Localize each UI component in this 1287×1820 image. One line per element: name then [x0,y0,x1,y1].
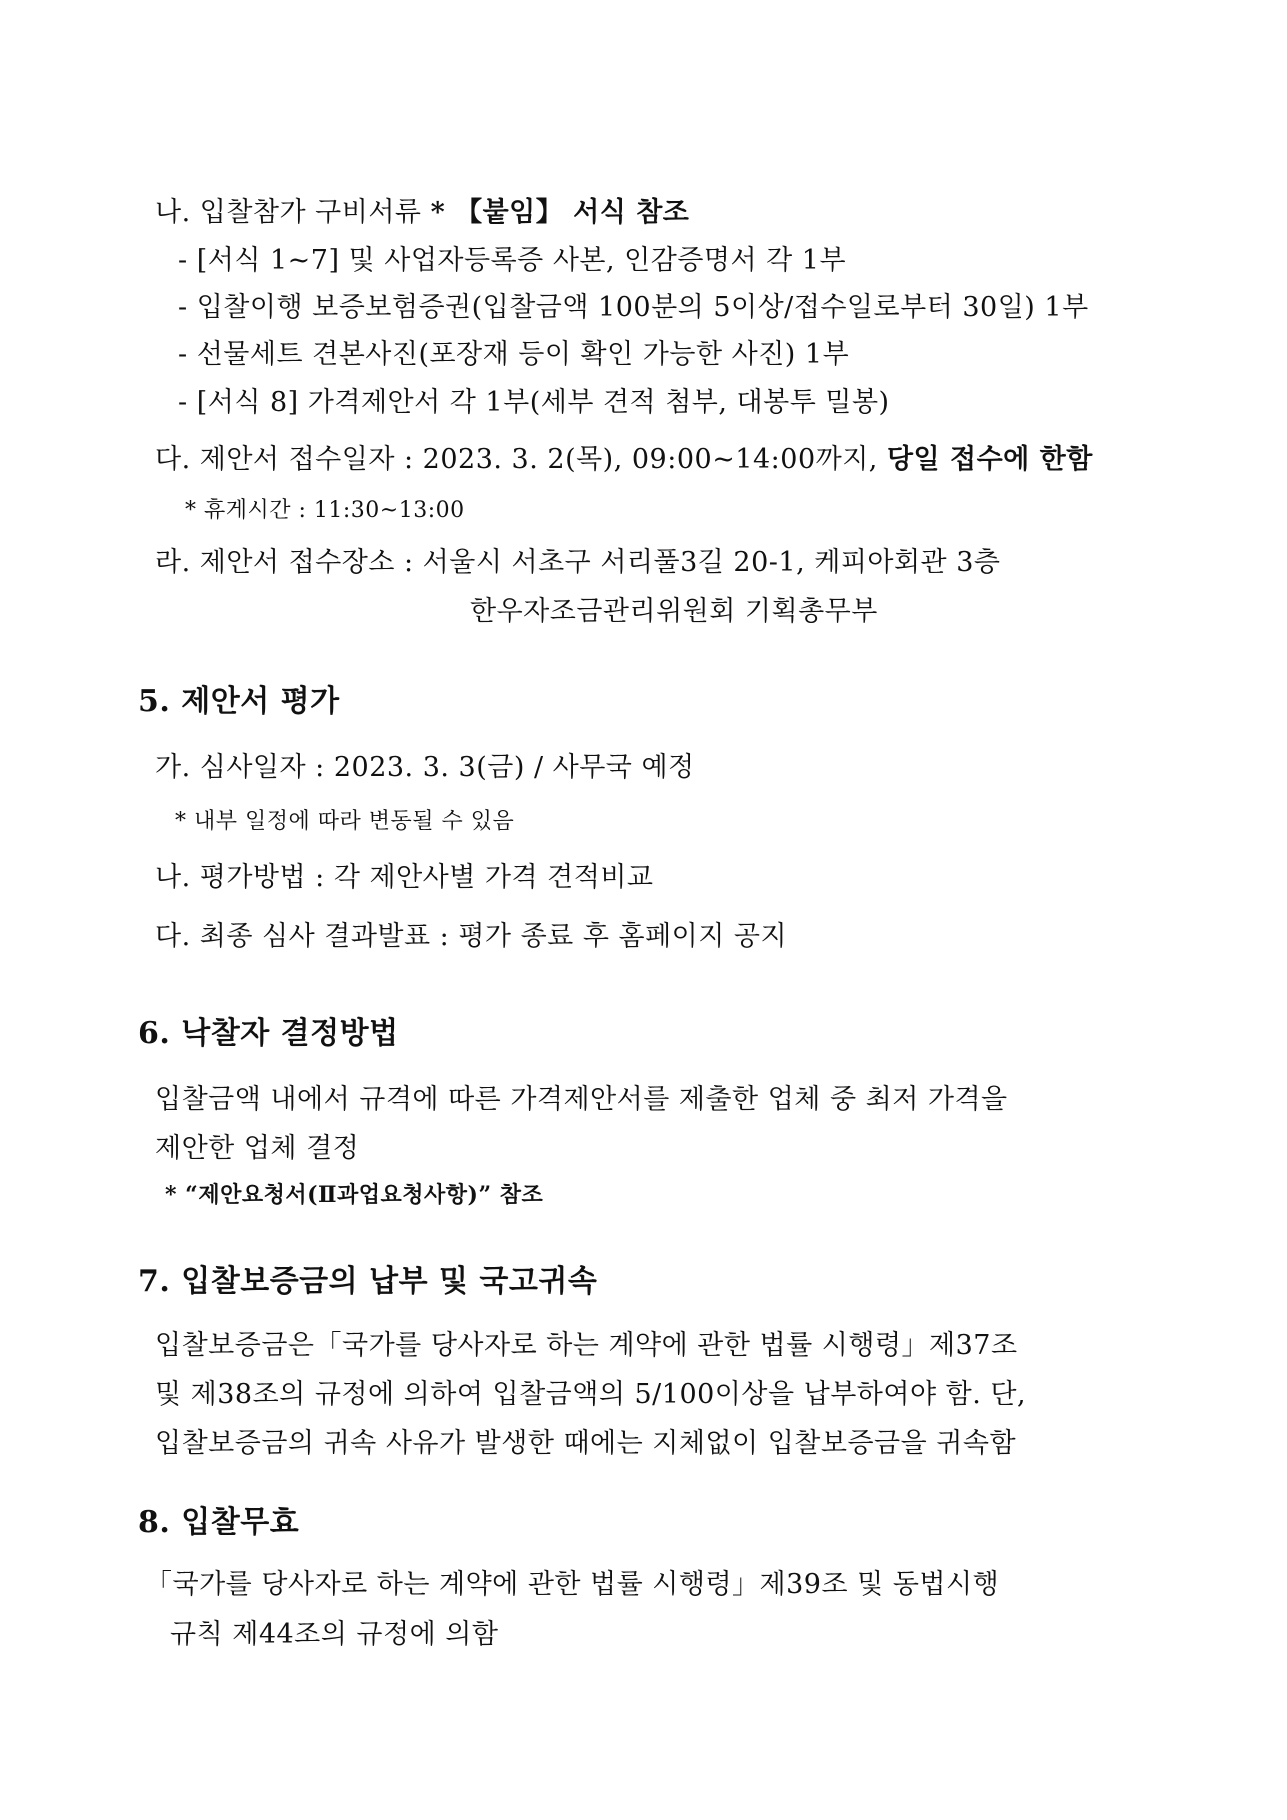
section-5-heading: 5. 제안서 평가 [138,684,340,719]
bid-invalid-text: 규칙 제44조의 규정에 의함 [170,1619,499,1650]
winner-method-text: 입찰금액 내에서 규격에 따른 가격제안서를 제출한 업체 중 최저 가격을 [155,1084,1008,1115]
required-docs-label [155,190,689,229]
bid-invalid-text: 「국가를 당사자로 하는 계약에 관한 법률 시행령」제39조 및 동법시행 [145,1569,1000,1600]
evaluation-method: 나. 평가방법 : 각 제안사별 가격 견적비교 [155,862,654,893]
bid-deposit-text: 입찰보증금의 귀속 사유가 발생한 때에는 지체없이 입찰보증금을 귀속함 [155,1428,1017,1459]
rfp-reference-note: * “제안요청서(Ⅱ과업요청사항)” 참조 [165,1182,544,1208]
required-doc-item: - [서식 8] 가격제안서 각 1부(세부 견적 첨부, 대봉투 밀봉) [178,387,890,418]
required-doc-item: - [서식 1~7] 및 사업자등록증 사본, 인감증명서 각 1부 [178,245,847,276]
section-8-heading: 8. 입찰무효 [138,1505,300,1540]
section-6-heading: 6. 낙찰자 결정방법 [138,1016,399,1051]
submission-date-text: 다. 제안서 접수일자 : 2023. 3. 2(목), 09:00~14:00까지, [155,444,887,475]
required-doc-item: - 선물세트 견본사진(포장재 등이 확인 가능한 사진) 1부 [178,339,850,370]
bid-deposit-text: 입찰보증금은「국가를 당사자로 하는 계약에 관한 법률 시행령」제37조 [155,1330,1018,1361]
result-announcement: 다. 최종 심사 결과발표 : 평가 종료 후 홈페이지 공지 [155,921,788,952]
section-7-heading: 7. 입찰보증금의 납부 및 국고귀속 [138,1264,598,1299]
required-doc-item: - 입찰이행 보증보험증권(입찰금액 100분의 5이상/접수일로부터 30일) 1부 [178,292,1089,323]
submission-place: 라. 제안서 접수장소 : 서울시 서초구 서리풀3길 20-1, 케피아회관 3층 [155,547,1001,578]
submission-place-dept: 한우자조금관리위원회 기획총무부 [470,596,878,627]
winner-method-text: 제안한 업체 결정 [155,1133,360,1164]
required-docs-text: 나. 입찰참가 구비서류 [155,197,431,228]
schedule-change-note: * 내부 일정에 따라 변동될 수 있음 [175,809,515,834]
bid-deposit-text: 및 제38조의 규정에 의하여 입찰금액의 5/100이상을 납부하여야 함. 단, [155,1379,1027,1410]
same-day-notice: 당일 접수에 한함 [886,444,1093,475]
break-time-note: * 휴게시간 : 11:30~13:00 [185,498,465,523]
submission-date [155,437,1093,476]
attachment-reference: * 【붙임】 서식 참조 [430,197,690,228]
review-date: 가. 심사일자 : 2023. 3. 3(금) / 사무국 예정 [155,752,695,783]
